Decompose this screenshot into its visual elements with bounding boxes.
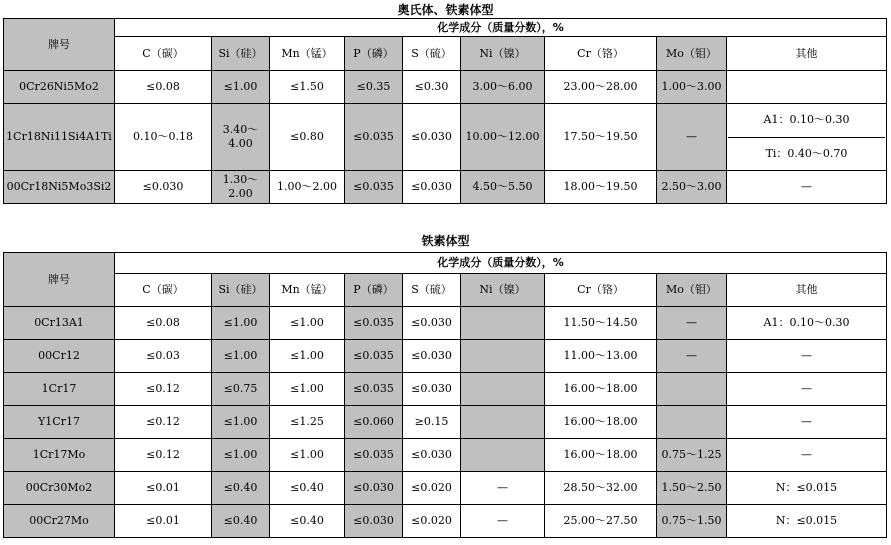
ferritic-table [3,252,887,538]
column-header-other: 其他 [727,274,887,307]
s-cell: ≤0.020 [403,472,461,505]
cr-cell: 28.50～32.00 [545,472,657,505]
austenitic-ferritic-table [3,18,887,204]
ni-cell [461,439,545,472]
mn-cell: ≤1.00 [270,439,345,472]
si-cell: 3.40～4.00 [212,104,270,171]
p-cell: ≤0.35 [345,71,403,104]
grade-cell: 00Cr27Mo [4,505,115,538]
c-cell: ≤0.12 [115,439,212,472]
column-header-ni: Ni（镍） [461,37,545,71]
table-row [4,406,887,439]
other-value-ti: Ti：0.40～0.70 [728,137,885,171]
mn-cell: ≤1.00 [270,373,345,406]
si-cell: 1.30～2.00 [212,171,270,204]
mo-cell: — [657,104,727,171]
p-cell: ≤0.030 [345,505,403,538]
s-cell: ≤0.030 [403,307,461,340]
grade-cell: 00Cr12 [4,340,115,373]
si-cell: ≤1.00 [212,307,270,340]
ni-cell [461,307,545,340]
cr-cell: 11.00～13.00 [545,340,657,373]
mn-cell: ≤1.00 [270,340,345,373]
c-cell: ≤0.03 [115,340,212,373]
mn-cell: ≤1.50 [270,71,345,104]
column-header-c: C（碳） [115,37,212,71]
column-header-c: C（碳） [115,274,212,307]
p-cell: ≤0.035 [345,307,403,340]
ni-cell: — [461,472,545,505]
grade-cell: 00Cr30Mo2 [4,472,115,505]
cr-cell: 18.00～19.50 [545,171,657,204]
p-cell: ≤0.035 [345,439,403,472]
c-cell: ≤0.01 [115,505,212,538]
grade-cell: 00Cr18Ni5Mo3Si2 [4,171,115,204]
section1-title: 奥氏体、铁素体型 [397,3,494,17]
s-cell: ≤0.30 [403,71,461,104]
p-cell: ≤0.030 [345,472,403,505]
mn-cell: ≤1.25 [270,406,345,439]
column-header-si: Si（硅） [212,274,270,307]
mn-cell: ≤1.00 [270,307,345,340]
section2-title: 铁素体型 [421,234,470,248]
column-header-p: P（磷） [345,37,403,71]
mn-cell: ≤0.40 [270,472,345,505]
column-header-mo: Mo（钼） [657,274,727,307]
mo-cell: — [657,340,727,373]
composition-header: 化学成分（质量分数），% [115,253,887,274]
mn-cell: ≤0.40 [270,505,345,538]
s-cell: ≤0.030 [403,340,461,373]
mo-cell: 2.50～3.00 [657,171,727,204]
c-cell: ≤0.08 [115,71,212,104]
other-cell [727,104,887,171]
column-header-p: P（磷） [345,274,403,307]
column-header-cr: Cr（铬） [545,37,657,71]
ni-cell: 4.50～5.50 [461,171,545,204]
c-cell: ≤0.08 [115,307,212,340]
p-cell: ≤0.035 [345,104,403,171]
p-cell: ≤0.035 [345,340,403,373]
c-cell: ≤0.030 [115,171,212,204]
table-row [4,373,887,406]
cr-cell: 16.00～18.00 [545,373,657,406]
ni-cell [461,406,545,439]
column-header-s: S（硫） [403,274,461,307]
grade-header: 牌号 [4,19,115,71]
si-cell: ≤0.40 [212,505,270,538]
other-cell: N：≤0.015 [727,505,887,538]
grade-cell: Y1Cr17 [4,406,115,439]
other-cell [727,71,887,104]
mo-cell: 1.00～3.00 [657,71,727,104]
other-cell: — [727,373,887,406]
cr-cell: 17.50～19.50 [545,104,657,171]
si-cell: ≤0.75 [212,373,270,406]
s-cell: ≤0.030 [403,373,461,406]
other-cell: — [727,340,887,373]
column-header-s: S（硫） [403,37,461,71]
table-row [4,340,887,373]
s-cell: ≤0.020 [403,505,461,538]
column-header-ni: Ni（镍） [461,274,545,307]
c-cell: ≤0.12 [115,406,212,439]
ni-cell [461,340,545,373]
table-row [4,472,887,505]
table-row [4,71,887,104]
mn-cell: ≤0.80 [270,104,345,171]
c-cell: ≤0.01 [115,472,212,505]
cr-cell: 16.00～18.00 [545,406,657,439]
cr-cell: 23.00～28.00 [545,71,657,104]
table-row [4,104,887,171]
grade-header: 牌号 [4,253,115,307]
si-cell: ≤1.00 [212,406,270,439]
mo-cell [657,373,727,406]
table-row [4,439,887,472]
other-cell: — [727,171,887,204]
grade-cell: 1Cr17 [4,373,115,406]
p-cell: ≤0.035 [345,373,403,406]
ni-cell [461,373,545,406]
column-header-mn: Mn（锰） [270,37,345,71]
cr-cell: 11.50～14.50 [545,307,657,340]
ni-cell: — [461,505,545,538]
column-header-mo: Mo（钼） [657,37,727,71]
other-cell: N：≤0.015 [727,472,887,505]
table-row [4,505,887,538]
column-header-mn: Mn（锰） [270,274,345,307]
mo-cell: 0.75～1.50 [657,505,727,538]
s-cell: ≤0.030 [403,439,461,472]
si-cell: ≤1.00 [212,340,270,373]
ni-cell: 3.00～6.00 [461,71,545,104]
column-header-si: Si（硅） [212,37,270,71]
s-cell: ≤0.030 [403,104,461,171]
table-row [4,307,887,340]
mo-cell: 1.50～2.50 [657,472,727,505]
mo-cell: — [657,307,727,340]
grade-cell: 0Cr13A1 [4,307,115,340]
p-cell: ≤0.060 [345,406,403,439]
si-cell: ≤1.00 [212,439,270,472]
other-cell: A1：0.10～0.30 [727,307,887,340]
c-cell: 0.10～0.18 [115,104,212,171]
cr-cell: 25.00～27.50 [545,505,657,538]
ni-cell: 10.00～12.00 [461,104,545,171]
column-header-other: 其他 [727,37,887,71]
s-cell: ≥0.15 [403,406,461,439]
si-cell: ≤0.40 [212,472,270,505]
mn-cell: 1.00～2.00 [270,171,345,204]
other-value-al: A1：0.10～0.30 [763,113,850,127]
grade-cell: 1Cr18Ni11Si4A1Ti [4,104,115,171]
mo-cell: 0.75～1.25 [657,439,727,472]
p-cell: ≤0.035 [345,171,403,204]
composition-header: 化学成分（质量分数），% [115,19,887,37]
cr-cell: 16.00～18.00 [545,439,657,472]
other-cell: — [727,439,887,472]
s-cell: ≤0.030 [403,171,461,204]
other-cell: — [727,406,887,439]
mo-cell [657,406,727,439]
column-header-cr: Cr（铬） [545,274,657,307]
c-cell: ≤0.12 [115,373,212,406]
table-row [4,171,887,204]
si-cell: ≤1.00 [212,71,270,104]
grade-cell: 0Cr26Ni5Mo2 [4,71,115,104]
grade-cell: 1Cr17Mo [4,439,115,472]
